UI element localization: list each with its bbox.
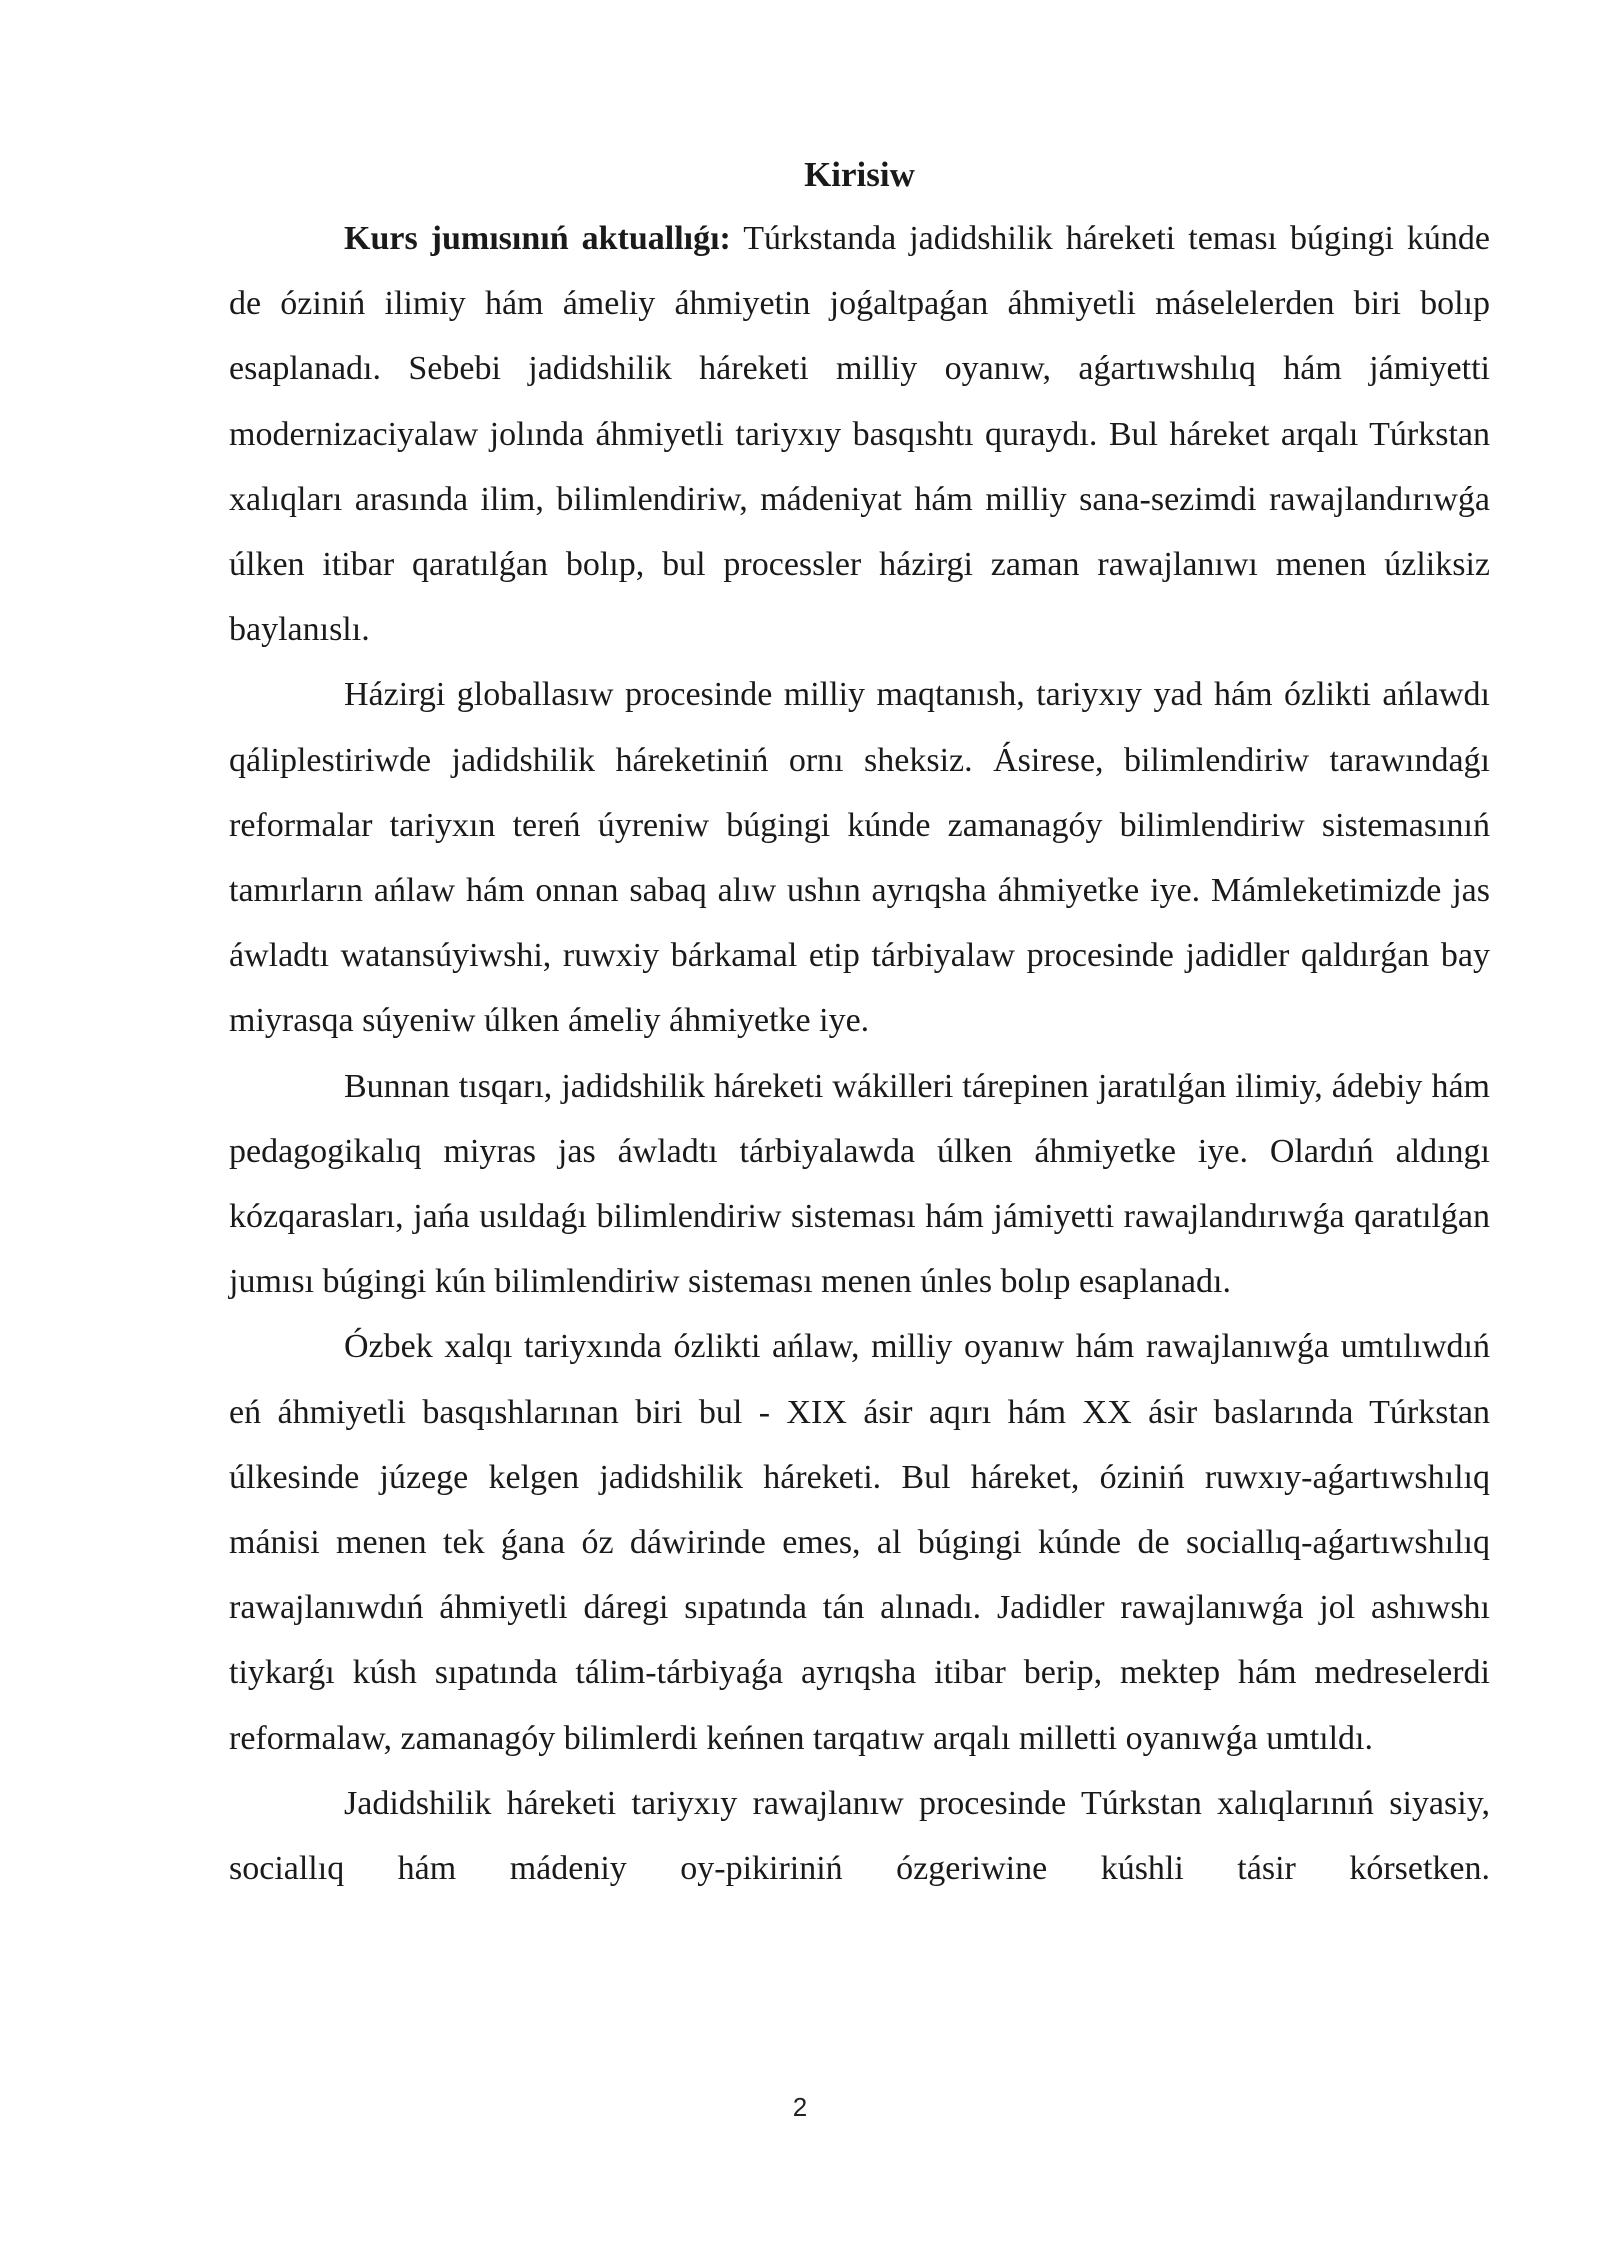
paragraph: Jadidshilik háreketi tariyxıy rawajlanıw procesinde Túrkstan xalıqlarınıń siyasiy, sociallıq hám mádeniy oy-pikiriniń ózgeriwine kúshli tásir kórsetken. — [229, 1784, 1490, 1888]
paragraph: Ózbek xalqı tariyxında ózlikti ańlaw, milliy oyanıw hám rawajlanıwǵa umtılıwdıń eń áhmiyetli basqıshlarınan biri bul - XIX ásir aqırı hám XX ásir baslarında Túrkstan úlkesinde júzege kelgen jadidshilik háreketi. Bul háreket, óziniń ruwxıy-aǵartıwshılıq mánisi menen tek ǵana óz dáwirinde emes, al búgingi kúnde de sociallıq-aǵartıwshılıq rawajlanıwdıń áhmiyetli dáregi sıpatında tán alınadı. Jadidler rawajlanıwǵa jol ashıwshı tiykarǵı kúsh sıpatında tálim-tárbiyaǵa ayrıqsha itibar berip, mektep hám medreselerdi reformalaw, zamanagóy bilimlerdi keńnen tarqatıw arqalı milletti oyanıwǵa umtıldı. — [229, 1328, 1490, 1757]
paragraph: Házirgi globallasıw procesinde milliy maqtanısh, tariyxıy yad hám ózlikti ańlawdı qáliplestiriwde jadidshilik háreketiniń ornı sheksiz. Ásirese, bilimlendiriw tarawındaǵı reformalar tariyxın tereń úyreniw búgingi kúnde zamanagóy bilimlendiriw sistemasınıń tamırların ańlaw hám onnan sabaq alıw ushın ayrıqsha áhmiyetke iye. Mámleketimizde jas áwladtı watansúyiwshi, ruwxiy bárkamal etip tárbiyalaw procesinde jadidler qaldırǵan bay miyrasqa súyeniw úlken ámeliy áhmiyetke iye. — [229, 676, 1490, 1040]
paragraph: Bunnan tısqarı, jadidshilik háreketi wákilleri tárepinen jaratılǵan ilimiy, ádebiy hám pedagogikalıq miyras jas áwladtı tárbiyalawda úlken áhmiyetke iye. Olardıń aldıngı kózqarasları, jańa usıldaǵı bilimlendiriw sisteması hám jámiyetti rawajlandırıwǵa qaratılǵan jumısı búgingi kún bilimlendiriw sisteması menen únles bolıp esaplanadı. — [229, 1067, 1490, 1301]
page-number: 2 — [792, 2092, 808, 2122]
intro-paragraph — [229, 206, 1490, 662]
document-page — [229, 150, 1490, 2190]
intro-text: Túrkstanda jadidshilik háreketi teması búgingi kúnde de óziniń ilimiy hám ámeliy áhmiyetin joǵaltpaǵan áhmiyetli máselelerden biri bolıp esaplanadı. Sebebi jadidshilik háreketi milliy oyanıw, aǵartıwshılıq hám jámiyetti modernizaciyalaw jolında áhmiyetli tariyxıy basqıshtı quraydı. Bul háreket arqalı Túrkstan xalıqları arasında ilim, bilimlendiriw, mádeniyat hám milliy sana-sezimdi rawajlandırıwǵa úlken itibar qaratılǵan bolıp, bul processler házirgi zaman rawajlanıwı menen úzliksiz baylanıslı. — [229, 220, 1490, 649]
document-title: Kirisiw — [804, 155, 915, 194]
intro-lead: Kurs jumısınıń aktuallıǵı: — [344, 220, 731, 257]
